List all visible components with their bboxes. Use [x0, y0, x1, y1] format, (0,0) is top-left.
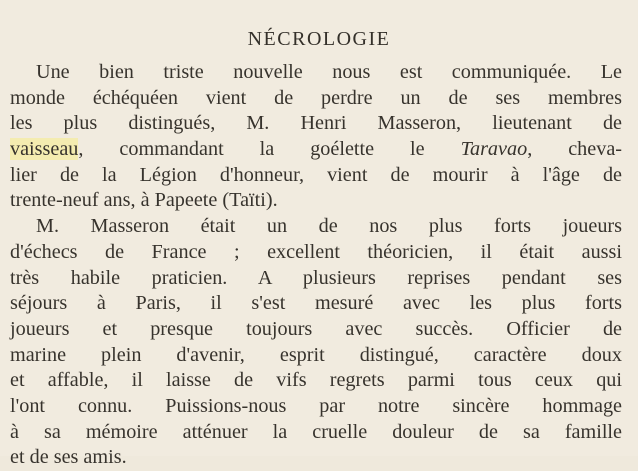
text-line: joueurs et presque toujours avec succès. Officier de: [10, 317, 622, 340]
text-line: trente-neuf ans, à Papeete (Taïti).: [10, 189, 278, 212]
text-line: [10, 137, 622, 163]
section-heading: NÉCROLOGIE: [247, 28, 391, 50]
text-line: séjours à Paris, il s'est mesuré avec les plus forts: [10, 292, 622, 315]
text-line: les plus distingués, M. Henri Masseron, lieutenant de: [10, 112, 622, 135]
text-line: M. Masseron était un de nos plus forts joueurs: [36, 215, 622, 238]
highlighted-word: vaisseau: [10, 138, 79, 161]
text-line: lier de la Légion d'honneur, vient de mourir à l'âge de: [10, 163, 622, 186]
text-line: d'échecs de France ; excellent théoricien, il était aussi: [10, 240, 622, 263]
text-line: très habile praticien. A plusieurs reprises pendant ses: [10, 266, 622, 289]
text-line: monde échéquéen vient de perdre un de ses membres: [10, 86, 622, 109]
text-line: et affable, il laisse de vifs regrets parmi tous ceux qui: [10, 369, 622, 392]
text-fragment: , commandant la goélette le: [78, 138, 461, 161]
text-line: Une bien triste nouvelle nous est communiquée. Le: [36, 61, 622, 83]
text-fragment: , cheva-: [527, 138, 622, 161]
obituary-article: [10, 60, 622, 471]
ship-name-italic: Taravao: [460, 138, 528, 161]
text-line: marine plein d'avenir, esprit distingué, caractère doux: [10, 343, 622, 366]
text-line: à sa mémoire atténuer la cruelle douleur de sa famille: [10, 420, 622, 443]
text-line: l'ont connu. Puissions-nous par notre sincère hommage: [10, 394, 622, 417]
text-line: et de ses amis.: [10, 446, 127, 469]
